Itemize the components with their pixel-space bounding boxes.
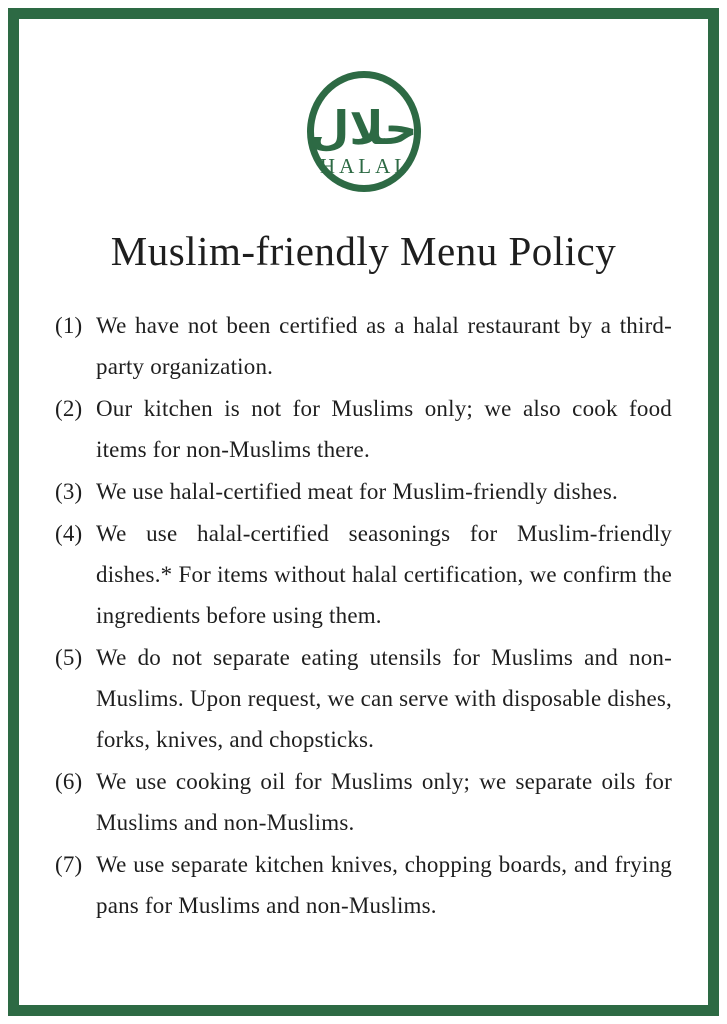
policy-item — [55, 305, 672, 387]
policy-item-text: We have not been certified as a halal restaurant by a third-party organization. — [96, 313, 672, 380]
policy-item-number: (7) — [55, 852, 83, 878]
policy-item-text: We use halal-certified meat for Muslim-friendly dishes. — [96, 479, 619, 505]
policy-item — [55, 844, 672, 926]
policy-item — [55, 761, 672, 843]
policy-item — [55, 388, 672, 470]
policy-item-text: We use cooking oil for Muslims only; we separate oils for Muslims and non-Muslims. — [96, 769, 672, 836]
policy-item-text: We use halal-certified seasonings for Muslim-friendly dishes.* For items without halal certification, we confirm the ingredients before using them. — [96, 521, 672, 629]
green-border-frame — [8, 8, 719, 1016]
policy-item — [55, 513, 672, 636]
policy-item-number: (5) — [55, 645, 83, 671]
policy-item-number: (1) — [55, 313, 83, 339]
policy-item-text: We do not separate eating utensils for Muslims and non-Muslims. Upon request, we can serve with disposable dishes, forks, knives, and chopsticks. — [96, 645, 672, 753]
policy-item — [55, 471, 672, 512]
policy-item-text: Our kitchen is not for Muslims only; we also cook food items for non-Muslims there. — [96, 396, 672, 463]
policy-item-text: We use separate kitchen knives, chopping boards, and frying pans for Muslims and non-Muslims. — [96, 852, 672, 919]
halal-arabic-text: حلال — [309, 101, 418, 155]
policy-item — [55, 637, 672, 760]
policy-item-number: (4) — [55, 521, 83, 547]
page-title: Muslim-friendly Menu Policy — [110, 228, 617, 274]
policy-item-number: (3) — [55, 479, 83, 505]
halal-label: HALAL — [319, 154, 412, 178]
policy-item-number: (6) — [55, 769, 83, 795]
policy-item-number: (2) — [55, 396, 83, 422]
halal-logo-icon — [307, 71, 421, 192]
policy-list — [55, 305, 672, 926]
